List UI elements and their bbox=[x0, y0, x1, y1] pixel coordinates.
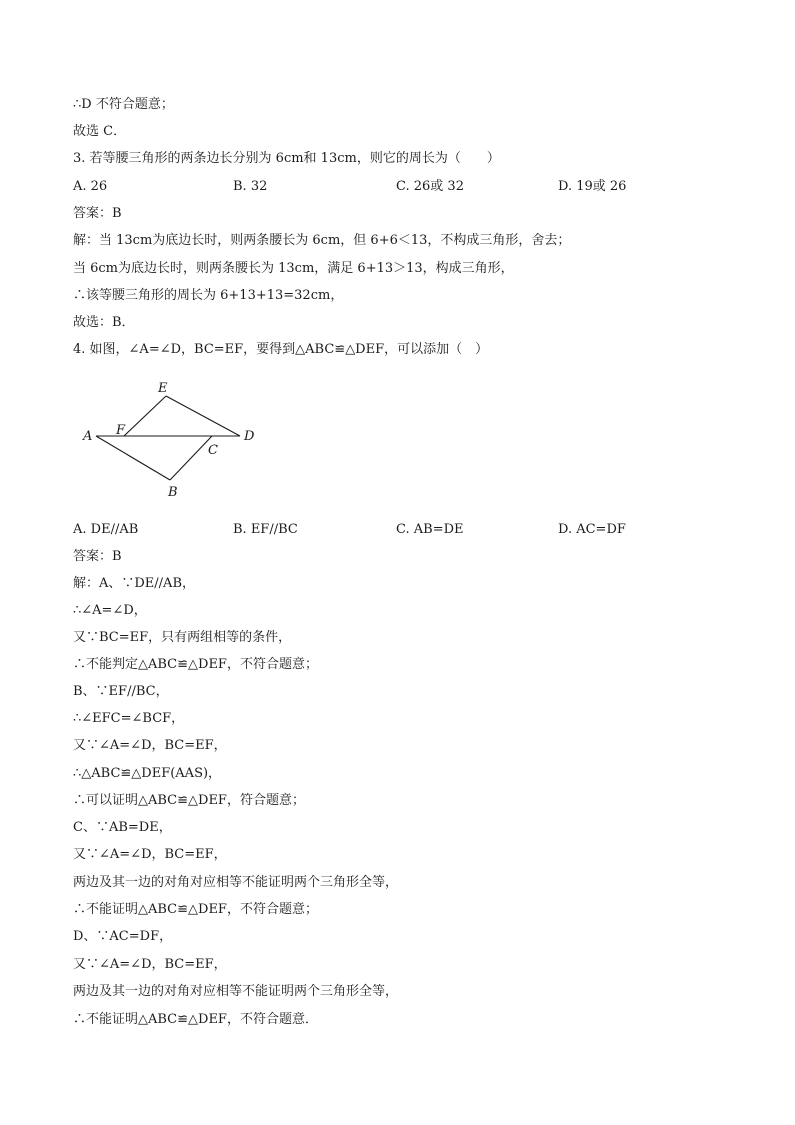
solution-line: C、∵AB=DE， bbox=[73, 820, 172, 835]
segment-ab bbox=[96, 436, 170, 480]
solution-line: ∴不能判定△ABC≌△DEF，不符合题意； bbox=[73, 657, 318, 672]
solution-line: 解：A、∵DE//AB， bbox=[73, 576, 196, 591]
label-d: D bbox=[244, 429, 255, 444]
label-c: C bbox=[208, 443, 218, 458]
solution-line: 两边及其一边的对角对应相等不能证明两个三角形全等， bbox=[73, 984, 399, 999]
solution-line: D、∵AC=DF， bbox=[73, 929, 173, 944]
label-a: A bbox=[83, 429, 93, 444]
solution-line: 又∵∠A=∠D，BC=EF， bbox=[73, 847, 227, 862]
option-a: A. 26 bbox=[73, 179, 108, 194]
solution-line: 解：当 13cm为底边长时，则两条腰长为 6cm，但 6+6＜13，不构成三角形，舍去； bbox=[73, 233, 571, 248]
solution-line: 又∵∠A=∠D，BC=EF， bbox=[73, 738, 227, 753]
option-d: D. AC=DF bbox=[558, 522, 626, 537]
segment-fe bbox=[124, 396, 166, 436]
solution-line: 当 6cm为底边长时，则两条腰长为 13cm，满足 6+13＞13，构成三角形， bbox=[73, 261, 514, 276]
segment-bc bbox=[170, 436, 212, 480]
question-4-stem: 4. 如图，∠A=∠D，BC=EF，要得到△ABC≌△DEF，可以添加（ ） bbox=[73, 342, 489, 357]
solution-line: ∴可以证明△ABC≌△DEF，符合题意； bbox=[73, 793, 305, 808]
text-line: 故选 C． bbox=[73, 124, 127, 139]
label-e: E bbox=[158, 381, 168, 396]
option-b: B. 32 bbox=[233, 179, 268, 194]
question-3-answer: 答案：B bbox=[73, 206, 122, 221]
option-c: C. 26或 32 bbox=[396, 179, 464, 194]
question-3-stem: 3. 若等腰三角形的两条边长分别为 6cm和 13cm，则它的周长为（ ） bbox=[73, 151, 500, 166]
solution-line: ∴△ABC≌△DEF(AAS)， bbox=[73, 766, 222, 781]
label-f: F bbox=[116, 423, 126, 438]
solution-line: B、∵EF//BC， bbox=[73, 684, 169, 699]
text-line: ∴D 不符合题意； bbox=[73, 97, 174, 112]
question-3-options bbox=[73, 177, 723, 197]
solution-line: ∴不能证明△ABC≌△DEF，不符合题意； bbox=[73, 902, 318, 917]
solution-line: ∴不能证明△ABC≌△DEF，不符合题意． bbox=[73, 1012, 318, 1027]
solution-line: ∴∠A=∠D， bbox=[73, 603, 147, 618]
option-a: A. DE//AB bbox=[73, 522, 139, 537]
solution-line: 又∵∠A=∠D，BC=EF， bbox=[73, 957, 227, 972]
solution-line: ∴该等腰三角形的周长为 6+13+13=32cm， bbox=[73, 288, 344, 303]
geometry-figure bbox=[78, 376, 268, 504]
question-4-options bbox=[73, 520, 723, 540]
option-d: D. 19或 26 bbox=[558, 179, 627, 194]
solution-line: 又∵BC=EF，只有两组相等的条件， bbox=[73, 630, 292, 645]
label-b: B bbox=[168, 485, 178, 500]
solution-line: 故选：B． bbox=[73, 315, 135, 330]
option-b: B. EF//BC bbox=[233, 522, 298, 537]
solution-line: 两边及其一边的对角对应相等不能证明两个三角形全等， bbox=[73, 875, 399, 890]
option-c: C. AB=DE bbox=[396, 522, 464, 537]
segment-ed bbox=[166, 396, 240, 436]
solution-line: ∴∠EFC=∠BCF， bbox=[73, 711, 185, 726]
question-4-answer: 答案：B bbox=[73, 549, 122, 564]
